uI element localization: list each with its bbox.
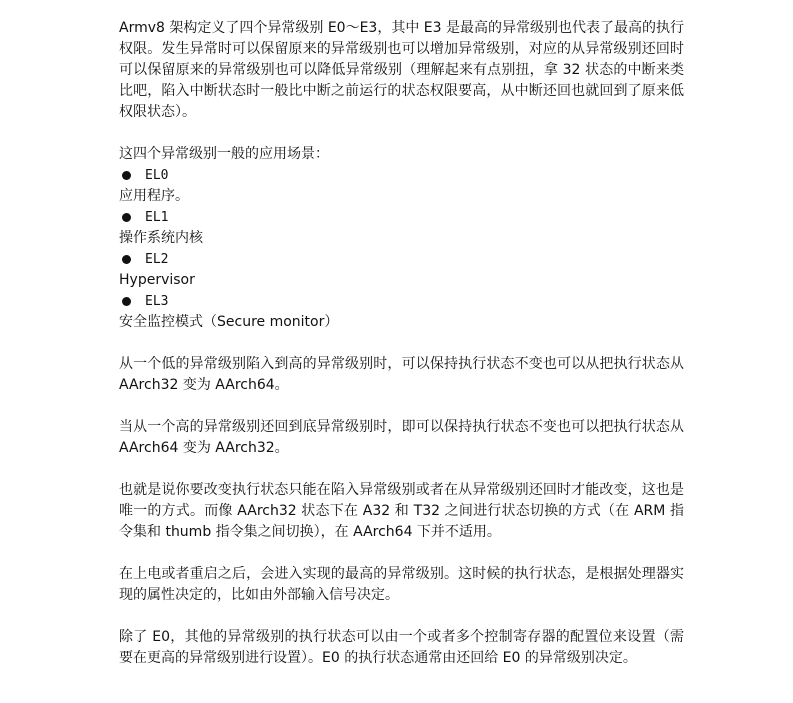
poweron-paragraph: 在上电或者重启之后，会进入实现的最高的异常级别。这时候的执行状态，是根据处理器实现的属性决定的，比如由外部输入信号决定。 bbox=[119, 566, 684, 603]
level-name: EL2 bbox=[145, 252, 169, 267]
spacer bbox=[119, 543, 684, 564]
level-desc: 安全监控模式（Secure monitor） bbox=[119, 314, 339, 330]
level-desc: 应用程序。 bbox=[119, 188, 189, 204]
bullet-dot-icon bbox=[122, 171, 131, 180]
bullet-el2 bbox=[119, 249, 684, 270]
level-name: EL0 bbox=[145, 168, 169, 183]
level-name: EL1 bbox=[145, 210, 169, 225]
e0-paragraph: 除了 E0，其他的异常级别的执行状态可以由一个或者多个控制寄存器的配置位来设置（需要在更高的异常级别进行设置）。E0 的执行状态通常由还回给 E0 的异常级别决定。 bbox=[119, 629, 684, 666]
bullet-el0 bbox=[119, 165, 684, 186]
bullet-dot-icon bbox=[122, 255, 131, 264]
bullet-dot-icon bbox=[122, 213, 131, 222]
spacer bbox=[119, 123, 684, 144]
spacer bbox=[119, 606, 684, 627]
level-name: EL3 bbox=[145, 294, 169, 309]
spacer bbox=[119, 396, 684, 417]
bullet-dot-icon bbox=[122, 297, 131, 306]
level-desc: Hypervisor bbox=[119, 272, 195, 288]
only-way-paragraph: 也就是说你要改变执行状态只能在陷入异常级别或者在从异常级别还回时才能改变，这也是唯一的方式。而像 AArch32 状态下在 A32 和 T32 之间进行状态切换的方式（在 ARM 指令集和 thumb 指令集之间切换），在 AArch64 下并不适用。 bbox=[119, 482, 684, 540]
level-desc: 操作系统内核 bbox=[119, 230, 203, 246]
return-paragraph: 当从一个高的异常级别还回到底异常级别时，即可以保持执行状态不变也可以把执行状态从 AArch64 变为 AArch32。 bbox=[119, 419, 684, 456]
intro-paragraph: Armv8 架构定义了四个异常级别 E0～E3，其中 E3 是最高的异常级别也代表了最高的执行权限。发生异常时可以保留原来的异常级别也可以增加异常级别，对应的从异常级别还回时可以保留原来的异常级别也可以降低异常级别（理解起来有点别扭，拿 32 状态的中断来类比吧，陷入中断状态时一般比中断之前运行的状态权限要高，从中断还回也就回到了原来低权限状态）。 bbox=[119, 20, 684, 120]
bullet-el1 bbox=[119, 207, 684, 228]
scenes-heading: 这四个异常级别一般的应用场景： bbox=[119, 146, 329, 162]
spacer bbox=[119, 459, 684, 480]
spacer bbox=[119, 333, 684, 354]
trap-paragraph: 从一个低的异常级别陷入到高的异常级别时，可以保持执行状态不变也可以从把执行状态从 AArch32 变为 AArch64。 bbox=[119, 356, 684, 393]
document-body bbox=[119, 18, 684, 669]
bullet-el3 bbox=[119, 291, 684, 312]
